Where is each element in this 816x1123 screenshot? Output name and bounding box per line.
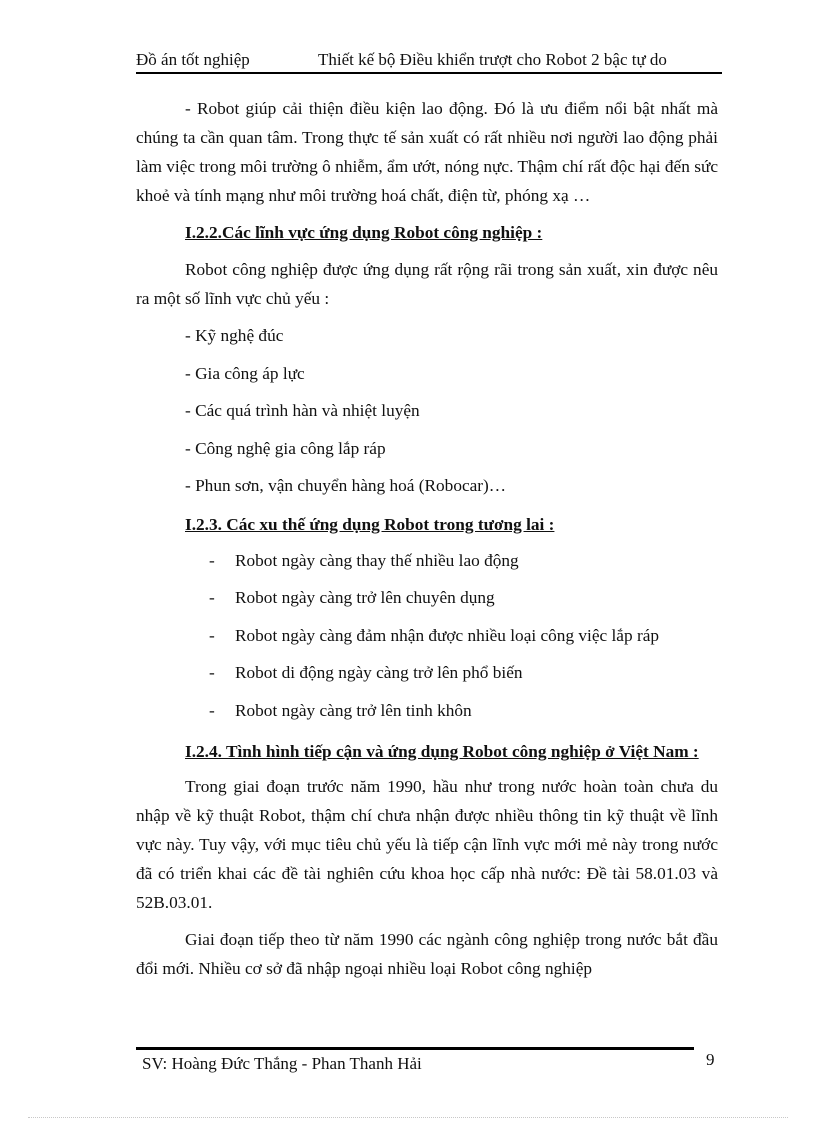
trend-list: [136, 546, 718, 734]
bullet-dash: -: [209, 663, 215, 683]
list-item: - Công nghệ gia công lắp ráp: [185, 438, 386, 458]
list-item-text: Robot ngày càng đảm nhận được nhiều loại công việc lắp ráp: [235, 625, 660, 645]
section-heading-1-2-2: I.2.2.Các lĩnh vực ứng dụng Robot công nghiệp :: [185, 223, 543, 242]
bullet-dash: -: [209, 588, 215, 608]
list-item: [136, 583, 718, 621]
list-item-text: Robot ngày càng trở lên tinh khôn: [235, 700, 472, 720]
section-1-2-2-intro: Robot công nghiệp được ứng dụng rất rộng rãi trong sản xuất, xin được nêu ra một số lĩnh vực chủ yếu :: [136, 260, 718, 308]
footer-divider: [136, 1047, 694, 1050]
page-edge-divider: [28, 1117, 788, 1118]
section-heading-1-2-3: I.2.3. Các xu thế ứng dụng Robot trong tương lai :: [185, 514, 555, 534]
list-item: - Gia công áp lực: [185, 363, 305, 383]
list-item: - Các quá trình hàn và nhiệt luyện: [185, 401, 420, 421]
list-item-text: Robot di động ngày càng trở lên phổ biến: [235, 663, 523, 683]
section-1-2-4-paragraph-1: Trong giai đoạn trước năm 1990, hầu như trong nước hoàn toàn chưa du nhập về kỹ thuật Robot, thậm chí chưa nhận được nhiều thông tin kỹ thuật về lĩnh vực này. Tuy vậy, với mục tiêu chủ yếu là tiếp cận lĩnh vực mới mẻ này trong nước đã có triển khai các đề tài nghiên cứu khoa học cấp nhà nước: Đề tài 58.01.03 và 52B.03.01.: [136, 777, 718, 913]
list-item: [136, 546, 718, 584]
page-content: [136, 94, 718, 983]
bullet-dash: -: [209, 550, 215, 570]
list-item-text: Robot ngày càng thay thế nhiều lao động: [235, 550, 519, 570]
footer-author: SV: Hoàng Đức Thắng - Phan Thanh Hải: [142, 1054, 422, 1073]
list-item: [136, 696, 718, 734]
intro-paragraph: - Robot giúp cải thiện điều kiện lao động. Đó là ưu điểm nổi bật nhất mà chúng ta cần quan tâm. Trong thực tế sản xuất có rất nhiều nơi người lao động phải làm việc trong môi trường ô nhiễm, ẩm ướt, nóng nực. Thậm chí rất độc hại đến sức khoẻ và tính mạng như môi trường hoá chất, điện từ, phóng xạ …: [136, 99, 718, 205]
section-1-2-4-paragraph-2: Giai đoạn tiếp theo từ năm 1990 các ngành công nghiệp trong nước bắt đầu đổi mới. Nhiều cơ sở đã nhập ngoại nhiều loại Robot công nghiệp: [136, 930, 718, 979]
list-item: [136, 658, 718, 696]
header-right-title: Thiết kế bộ Điều khiển trượt cho Robot 2 bậc tự do: [318, 50, 667, 69]
page-header: [136, 48, 722, 74]
section-heading-1-2-4: I.2.4. Tình hình tiếp cận và ứng dụng Robot công nghiệp ở Việt Nam :: [185, 742, 699, 762]
list-item: - Kỹ nghệ đúc: [185, 326, 284, 345]
bullet-dash: -: [209, 700, 215, 720]
page-number: 9: [706, 1050, 715, 1069]
header-left-title: Đồ án tốt nghiệp: [136, 50, 250, 69]
list-item: - Phun sơn, vận chuyển hàng hoá (Robocar)…: [185, 476, 507, 496]
list-item: [136, 621, 718, 659]
list-item-text: Robot ngày càng trở lên chuyên dụng: [235, 588, 495, 608]
bullet-dash: -: [209, 625, 215, 645]
application-list: [136, 321, 718, 509]
